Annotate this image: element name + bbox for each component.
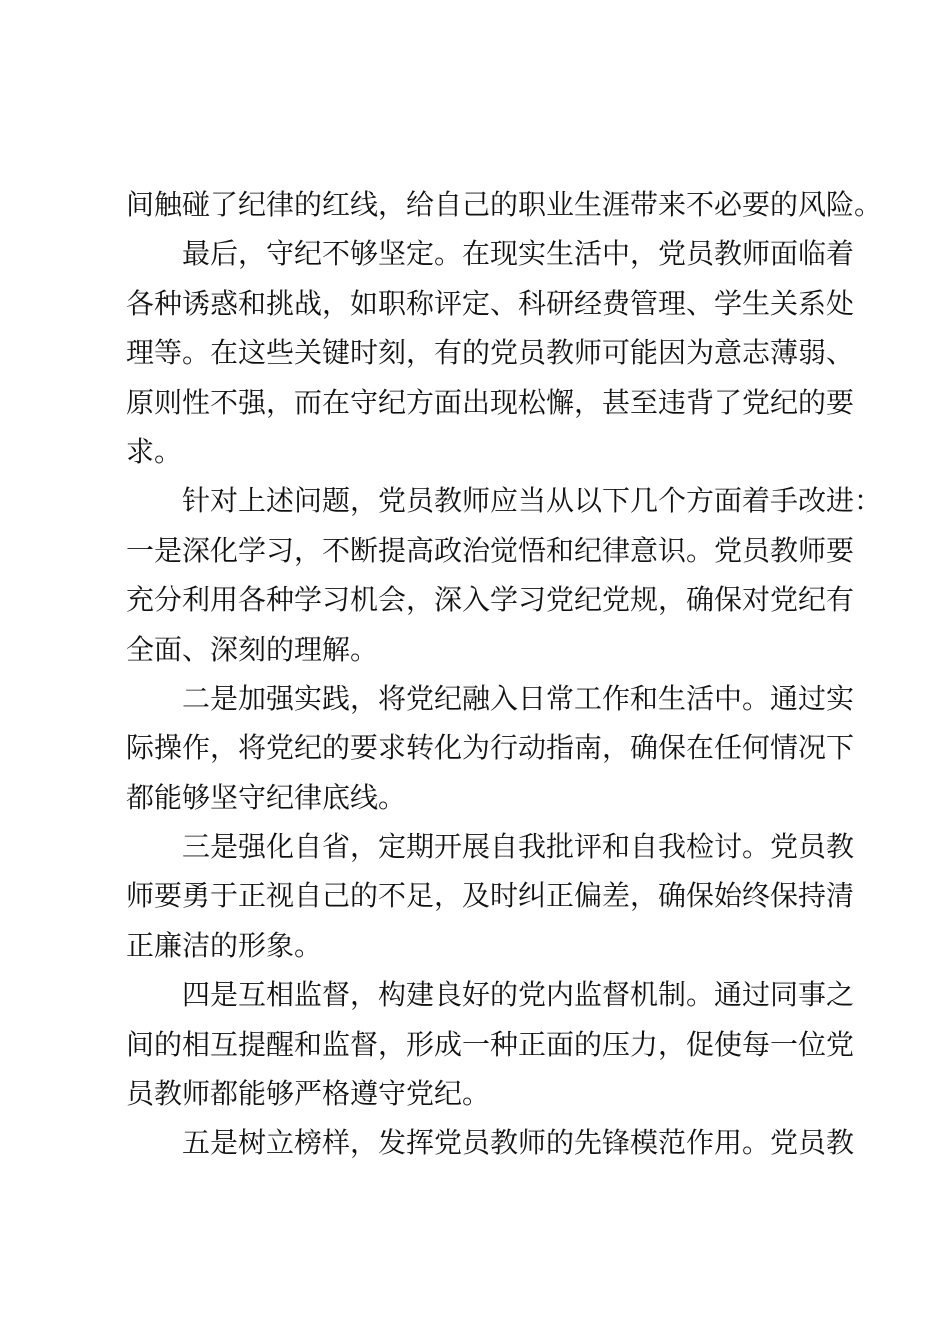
text-line: 最后，守纪不够坚定。在现实生活中，党员教师面临着 — [182, 237, 855, 271]
text-line: 各种诱惑和挑战，如职称评定、科研经费管理、学生关系处 — [126, 286, 855, 320]
text-line: 理等。在这些关键时刻，有的党员教师可能因为意志薄弱、 — [126, 336, 855, 370]
text-line: 原则性不强，而在守纪方面出现松懈，甚至违背了党纪的要 — [126, 385, 855, 419]
paragraph-3 — [126, 476, 883, 674]
text-line: 正廉洁的形象。 — [126, 928, 323, 962]
text-line: 五是树立榜样，发挥党员教师的先锋模范作用。党员教 — [182, 1126, 855, 1160]
paragraph-5 — [126, 822, 855, 970]
text-line: 求。 — [126, 434, 183, 468]
text-line: 一是深化学习，不断提高政治觉悟和纪律意识。党员教师要 — [126, 533, 855, 567]
text-line: 间触碰了纪律的红线，给自己的职业生涯带来不必要的风险。 — [126, 188, 883, 221]
paragraph-1 — [126, 180, 883, 229]
text-line: 充分利用各种学习机会，深入学习党纪党规，确保对党纪有 — [126, 583, 855, 617]
document-body — [126, 180, 883, 1168]
text-line: 三是强化自省，定期开展自我批评和自我检讨。党员教 — [182, 830, 855, 864]
text-line: 间的相互提醒和监督，形成一种正面的压力，促使每一位党 — [126, 1027, 855, 1061]
text-line: 都能够坚守纪律底线。 — [126, 780, 407, 814]
text-line: 二是加强实践，将党纪融入日常工作和生活中。通过实 — [182, 681, 855, 715]
paragraph-4 — [126, 674, 855, 822]
text-line: 师要勇于正视自己的不足，及时纠正偏差，确保始终保持清 — [126, 879, 855, 913]
text-line: 员教师都能够严格遵守党纪。 — [126, 1077, 491, 1111]
text-line: 全面、深刻的理解。 — [126, 632, 379, 666]
paragraph-6 — [126, 970, 855, 1118]
text-line: 际操作，将党纪的要求转化为行动指南，确保在任何情况下 — [126, 731, 855, 765]
paragraph-2 — [126, 229, 855, 476]
text-line: 四是互相监督，构建良好的党内监督机制。通过同事之 — [182, 978, 855, 1012]
paragraph-7 — [126, 1118, 855, 1167]
text-line: 针对上述问题，党员教师应当从以下几个方面着手改进： — [182, 484, 883, 518]
